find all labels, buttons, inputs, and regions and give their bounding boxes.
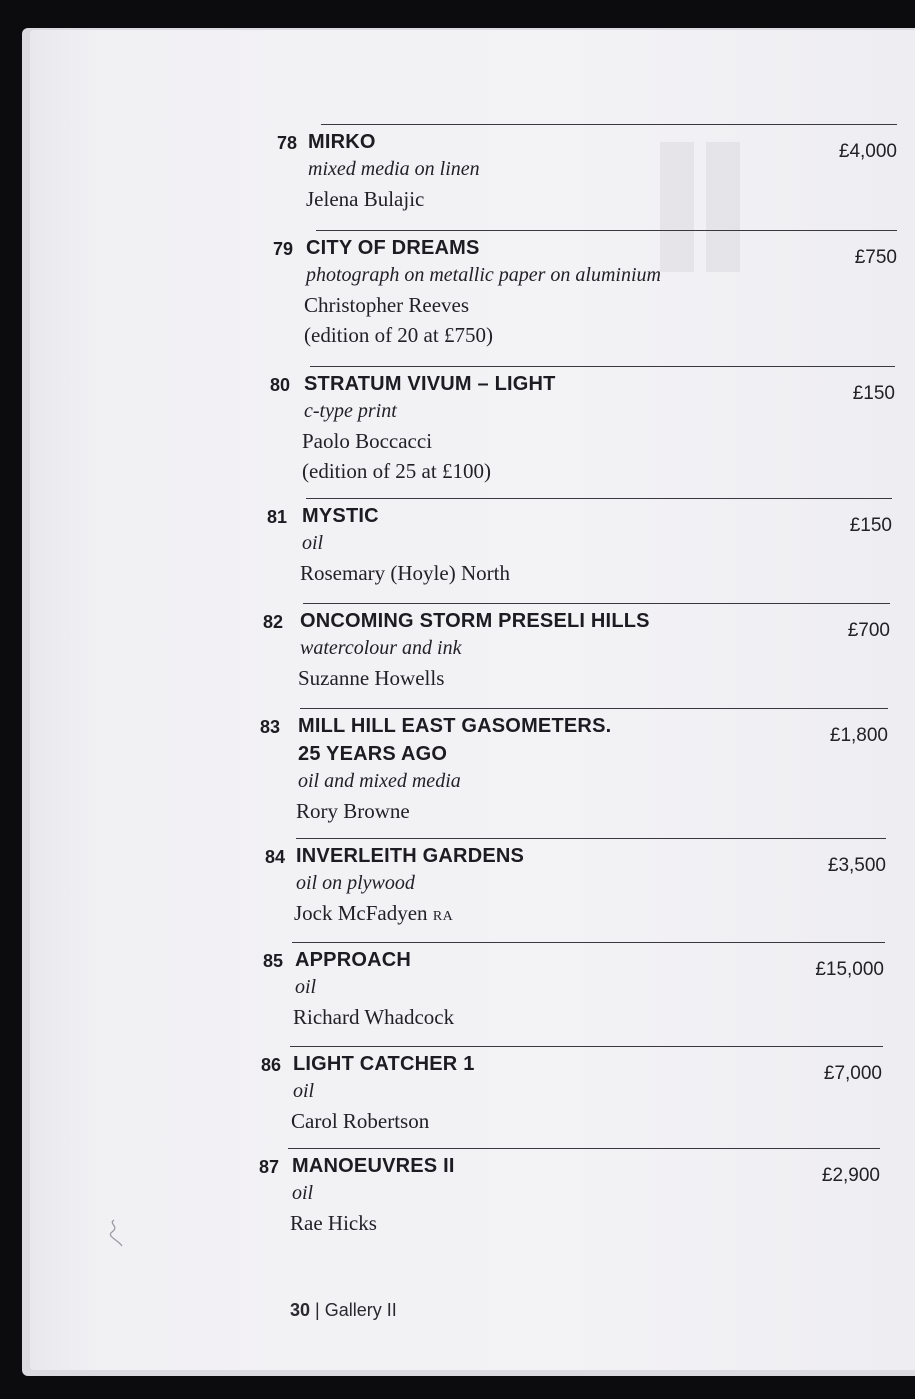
entry-number: 83 xyxy=(259,717,280,737)
entry-medium: watercolour and ink xyxy=(300,637,462,659)
entry-medium: oil on plywood xyxy=(296,872,415,894)
entry-number: 84 xyxy=(264,847,285,867)
entry-number: 87 xyxy=(258,1157,279,1177)
footer-separator: | xyxy=(315,1300,320,1320)
entry-divider xyxy=(316,230,897,231)
entry-price: £700 xyxy=(847,620,890,641)
entry-price: £150 xyxy=(852,383,895,404)
artist-name: Rae Hicks xyxy=(290,1211,377,1235)
artist-name: Rory Browne xyxy=(296,799,410,823)
entry-medium: oil and mixed media xyxy=(298,770,461,792)
entry-number: 82 xyxy=(262,612,283,632)
page-number: 30 xyxy=(290,1300,311,1320)
entry-number: 86 xyxy=(260,1055,281,1075)
show-through-image xyxy=(660,142,694,272)
entry-medium: oil xyxy=(295,976,317,998)
artist-name: Jock McFadyen xyxy=(294,901,428,925)
entry-title: 25 YEARS AGO xyxy=(298,743,448,765)
entry-artist xyxy=(290,1211,377,1236)
entry-title: MANOEUVRES II xyxy=(292,1155,455,1177)
entry-price: £4,000 xyxy=(838,141,897,162)
entry-title: ONCOMING STORM PRESELI HILLS xyxy=(300,610,650,632)
entry-medium: oil xyxy=(302,532,324,554)
section-name: Gallery II xyxy=(324,1300,397,1320)
entry-title: LIGHT CATCHER 1 xyxy=(293,1053,475,1075)
entry-title: CITY OF DREAMS xyxy=(306,237,480,259)
entry-number: 85 xyxy=(262,951,283,971)
entry-artist xyxy=(302,429,432,454)
page-footer xyxy=(290,1300,397,1321)
entry-title: APPROACH xyxy=(295,949,412,971)
entry-number: 79 xyxy=(272,239,293,259)
entry-number: 81 xyxy=(266,507,287,527)
entry-divider xyxy=(321,124,897,125)
entry-artist xyxy=(300,561,510,586)
entry-title: MYSTIC xyxy=(302,505,379,527)
entry-divider xyxy=(296,838,886,839)
entry-price: £7,000 xyxy=(823,1063,882,1084)
artist-name: Christopher Reeves xyxy=(304,293,470,317)
artist-name: Rosemary (Hoyle) North xyxy=(300,561,510,585)
entry-price: £1,800 xyxy=(829,725,888,746)
catalogue-page xyxy=(30,30,915,1370)
entry-price: £750 xyxy=(854,247,897,268)
artist-name: Suzanne Howells xyxy=(298,666,445,690)
entry-artist xyxy=(298,666,444,691)
entry-artist xyxy=(291,1109,429,1134)
pencil-mark-icon xyxy=(106,1216,130,1250)
artist-name: Carol Robertson xyxy=(291,1109,430,1133)
entry-medium: oil xyxy=(293,1080,315,1102)
show-through-image xyxy=(706,142,740,272)
artist-name: Paolo Boccacci xyxy=(302,429,433,453)
entry-divider xyxy=(300,708,888,709)
entry-edition: (edition of 20 at £750) xyxy=(304,323,493,347)
entry-edition: (edition of 25 at £100) xyxy=(302,459,491,483)
artist-name: Richard Whadcock xyxy=(293,1005,455,1029)
entry-price: £2,900 xyxy=(821,1165,880,1186)
entry-medium: mixed media on linen xyxy=(308,158,480,180)
entry-number: 80 xyxy=(269,375,290,395)
entry-title: MILL HILL EAST GASOMETERS. xyxy=(298,715,612,737)
artist-name: Jelena Bulajic xyxy=(306,187,425,211)
entry-title: STRATUM VIVUM – LIGHT xyxy=(304,373,556,395)
entry-artist xyxy=(306,187,424,212)
entry-medium: c-type print xyxy=(304,400,397,422)
artist-suffix: RA xyxy=(432,909,454,924)
entry-number: 78 xyxy=(276,133,297,153)
entry-medium: oil xyxy=(292,1182,314,1204)
entry-title: MIRKO xyxy=(308,131,376,153)
entry-artist xyxy=(304,293,469,318)
entry-artist xyxy=(294,901,453,926)
entry-price: £15,000 xyxy=(815,959,884,980)
entry-medium: photograph on metallic paper on aluminium xyxy=(306,264,661,286)
entry-divider xyxy=(310,366,895,367)
entry-divider xyxy=(303,603,890,604)
entry-divider xyxy=(292,942,885,943)
entry-artist xyxy=(293,1005,454,1030)
entry-divider xyxy=(290,1046,883,1047)
entry-price: £3,500 xyxy=(827,855,886,876)
entry-artist xyxy=(296,799,410,824)
entry-divider xyxy=(306,498,892,499)
entry-divider xyxy=(288,1148,880,1149)
entry-price: £150 xyxy=(849,515,892,536)
entry-title: INVERLEITH GARDENS xyxy=(296,845,525,867)
